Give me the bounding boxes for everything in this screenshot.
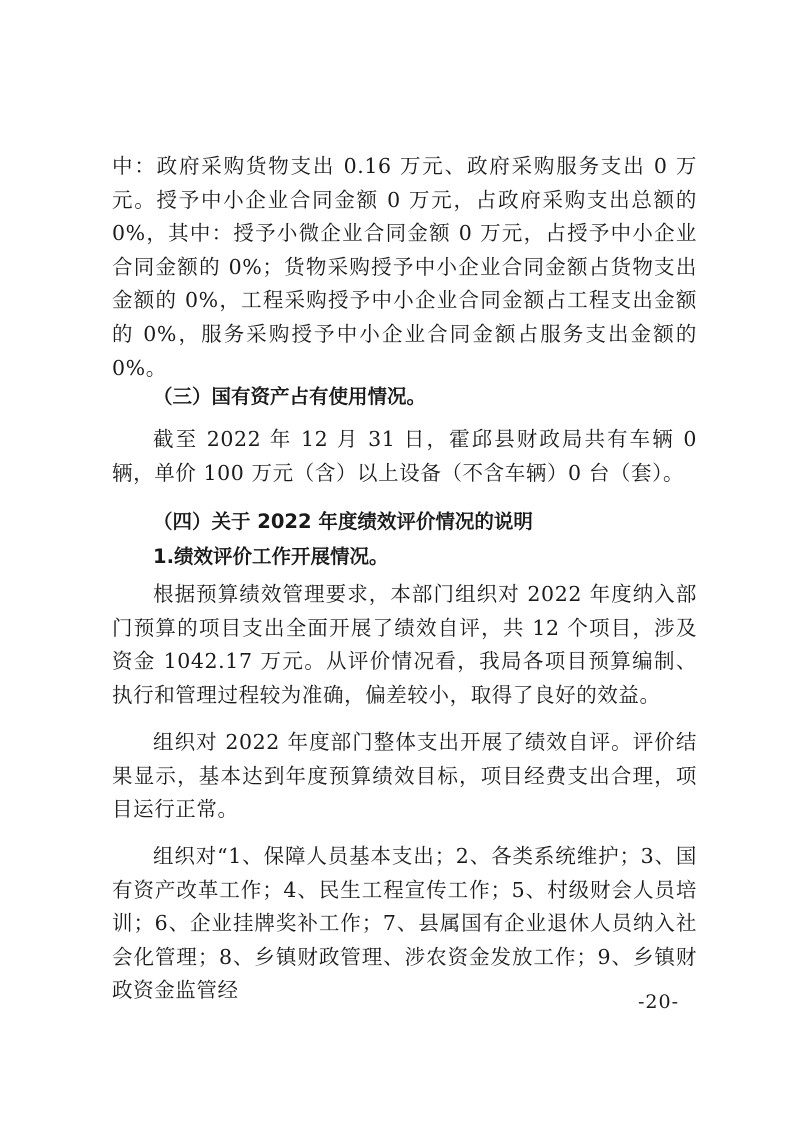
section-heading-performance: （四）关于 2022 年度绩效评价情况的说明 bbox=[153, 510, 533, 533]
paragraph-procurement: 中：政府采购货物支出 0.16 万元、政府采购服务支出 0 万元。授予中小企业合同金额 0 万元，占政府采购支出总额的 0%，其中：授予小微企业合同金额 0 万元，占授予中小企业合同金额的 0%；货物采购授予中小企业合同金额占货物支出金额的 0%，工程采购授予中小企业合同金额占工程支出金额的 0%，服务采购授予中小企业合同金额占服务支出金额的 0%。 bbox=[112, 154, 697, 380]
page-number: -20- bbox=[638, 991, 680, 1013]
paragraph-project-list: 组织对“1、保障人员基本支出；2、各类系统维护；3、国有资产改革工作；4、民生工程宣传工作；5、村级财会人员培训；6、企业挂牌奖补工作；7、县属国有企业退休人员纳入社会化管理；8、乡镇财政管理、涉农资金发放工作；9、乡镇财政资金监管经 bbox=[112, 844, 697, 1003]
section-heading-state-assets: （三）国有资产占有使用情况。 bbox=[153, 385, 427, 408]
paragraph-project-evaluation: 根据预算绩效管理要求，本部门组织对 2022 年度纳入部门预算的项目支出全面开展了绩效自评，共 12 个项目，涉及资金 1042.17 万元。从评价情况看，我局各项目预算编制、执行和管理过程较为准确，偏差较小，取得了良好的效益。 bbox=[112, 582, 697, 707]
paragraph-state-assets: 截至 2022 年 12 月 31 日，霍邱县财政局共有车辆 0 辆，单价 100 万元（含）以上设备（不含车辆）0 台（套）。 bbox=[112, 427, 697, 485]
paragraph-overall-evaluation: 组织对 2022 年度部门整体支出开展了绩效自评。评价结果显示，基本达到年度预算绩效目标，项目经费支出合理，项目运行正常。 bbox=[112, 730, 697, 822]
subheading-evaluation-work: 1.绩效评价工作开展情况。 bbox=[153, 545, 389, 568]
